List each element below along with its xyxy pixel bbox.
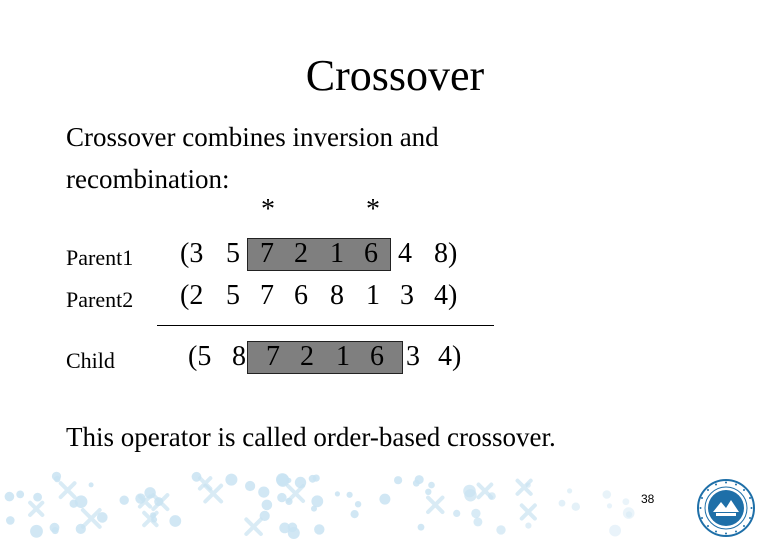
parent2-label: Parent2 xyxy=(66,287,134,312)
child-gene: 2 xyxy=(300,341,314,372)
parent1-open: (3 xyxy=(180,238,204,269)
page-number: 38 xyxy=(641,492,655,506)
parent1-gene: 5 xyxy=(226,238,240,269)
parent1-gene: 4 xyxy=(398,238,412,269)
separator-line xyxy=(157,325,494,326)
parent2-gene: 3 xyxy=(400,280,414,311)
parent2-open: (2 xyxy=(180,280,204,311)
parent1-gene: 7 xyxy=(260,238,274,269)
parent2-gene: 1 xyxy=(366,280,380,311)
parent2-gene: 7 xyxy=(260,280,274,311)
intro-text: Crossover combines inversion and recombination: xyxy=(66,122,439,194)
parent2-gene: 6 xyxy=(294,280,308,311)
dot-pattern-decoration xyxy=(0,470,640,540)
parent1-close: 8) xyxy=(434,238,458,269)
child-gene: 6 xyxy=(370,341,384,372)
slide-title: Crossover xyxy=(305,51,485,100)
child-gene: 1 xyxy=(336,341,350,372)
crossover-marker-right: * xyxy=(366,194,380,225)
university-seal-logo xyxy=(696,478,756,538)
parent1-gene: 6 xyxy=(364,238,378,269)
parent2-gene: 5 xyxy=(226,280,240,311)
parent2-close: 4) xyxy=(434,280,458,311)
crossover-marker-left: * xyxy=(261,194,275,225)
parent1-gene: 1 xyxy=(330,238,344,269)
child-open: (5 xyxy=(188,341,212,372)
child-close: 4) xyxy=(438,341,462,372)
conclusion-text: This operator is called order-based crossover. xyxy=(66,422,556,452)
parent1-gene: 2 xyxy=(294,238,308,269)
child-gene: 7 xyxy=(266,341,280,372)
parent2-gene: 8 xyxy=(330,280,344,311)
parent1-label: Parent1 xyxy=(66,245,134,270)
child-gene: 3 xyxy=(406,341,420,372)
child-gene: 8 xyxy=(232,341,246,372)
child-label: Child xyxy=(66,348,115,373)
